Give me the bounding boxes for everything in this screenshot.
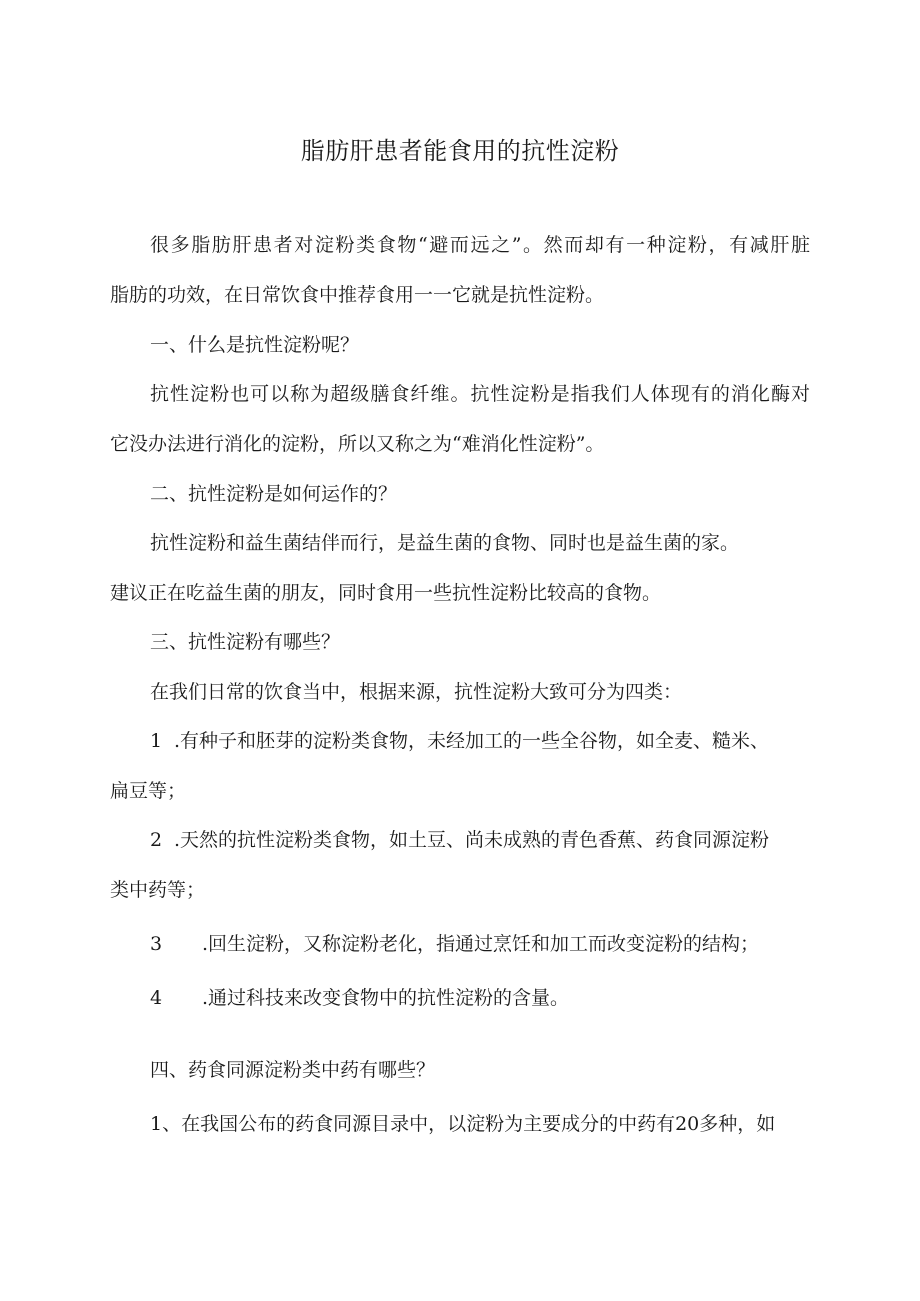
list-item-number: 2 (150, 829, 163, 851)
section2-heading: 二、抗性淀粉是如何运作的？ (150, 483, 398, 505)
list-item-number: 1 (150, 730, 163, 752)
list-item-number: 3 (150, 933, 163, 955)
section4-line-1: 1、在我国公布的药食同源目录中，以淀粉为主要成分的中药有20多种，如 (150, 1113, 776, 1135)
section2-line-2: 建议正在吃益生菌的朋友，同时食用一些抗性淀粉比较高的食物。 (110, 582, 662, 604)
list-item-text: .通过科技来改变食物中的抗性淀粉的含量。 (202, 987, 570, 1009)
list-item-text: .回生淀粉，又称淀粉老化，指通过烹饪和加工而改变淀粉的结构； (202, 933, 760, 955)
list-item (150, 931, 759, 957)
section3-lead: 在我们日常的饮食当中，根据来源，抗性淀粉大致可分为四类： (150, 681, 683, 703)
list-item-number: 4 (150, 987, 163, 1009)
list-item-continuation: 扁豆等； (110, 780, 187, 802)
section1-line-1: 抗性淀粉也可以称为超级膳食纤维。抗性淀粉是指我们人体现有的消化酶对 (150, 383, 810, 405)
list-item-text: .有种子和胚芽的淀粉类食物，未经加工的一些全谷物，如全麦、糙米、 (174, 730, 770, 752)
intro-line-1: 很多脂肪肝患者对淀粉类食物“避而远之”。然而却有一种淀粉，有减肝脏 (150, 234, 810, 256)
section3-heading: 三、抗性淀粉有哪些？ (150, 631, 341, 653)
section4-heading: 四、药食同源淀粉类中药有哪些？ (150, 1059, 436, 1081)
list-item (150, 827, 810, 853)
section2-line-1: 抗性淀粉和益生菌结伴而行，是益生菌的食物、同时也是益生菌的家。 (150, 532, 740, 554)
section1-heading: 一、什么是抗性淀粉呢？ (150, 334, 360, 356)
document-title: 脂肪肝患者能食用的抗性淀粉 (300, 137, 620, 165)
list-item (150, 728, 810, 754)
list-item-text: .天然的抗性淀粉类食物，如土豆、尚未成熟的青色香蕉、药食同源淀粉 (174, 829, 770, 851)
intro-line-2: 脂肪的功效，在日常饮食中推荐食用一一它就是抗性淀粉。 (110, 284, 605, 306)
list-item (150, 985, 569, 1011)
section1-line-2: 它没办法进行消化的淀粉，所以又称之为“难消化性淀粉”。 (110, 433, 605, 455)
list-item-continuation: 类中药等； (110, 879, 206, 901)
